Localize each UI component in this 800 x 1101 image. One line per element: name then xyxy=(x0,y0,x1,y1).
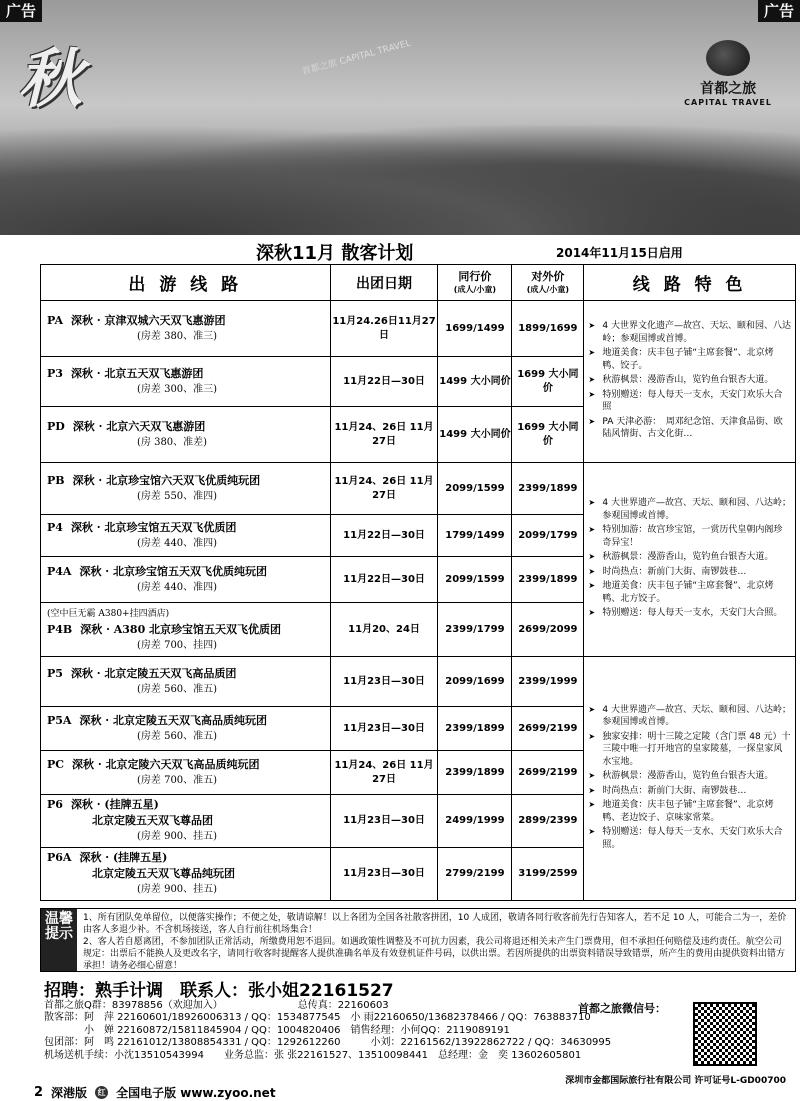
departure-date: 11月22日—30日 xyxy=(330,515,438,557)
retail-price: 2699/2199 xyxy=(512,707,584,751)
departure-date: 11月20、24日 xyxy=(330,603,438,657)
departure-date: 11月23日—30日 xyxy=(330,707,438,751)
notice-item: 1、所有团队免单留位，以便落实操作；不便之处，敬请谅解！以上各团为全国各社散客拼团，10 人成团，敬请各同行收客前先行告知客人，若不足 10 人，可能合二为一，差价由客人多退少补。不含机场接送，客人自行前往机场集合！ xyxy=(83,913,787,935)
peer-price: 1699/1499 xyxy=(438,301,512,357)
peer-price: 1499 大小同价 xyxy=(438,407,512,463)
peer-price: 2799/2199 xyxy=(438,848,512,901)
retail-price: 1699 大小同价 xyxy=(512,357,584,407)
route-code: P3 xyxy=(47,366,63,380)
departure-date: 11月24、26日 11月27日 xyxy=(330,407,438,463)
feature-item: ➤ 特别赠送：每人每天一支水，天安门大合照。 xyxy=(588,607,791,620)
route-code: P4 xyxy=(47,520,63,534)
room-difference: (房差 900、挂五) xyxy=(137,884,218,895)
peer-price: 2399/1899 xyxy=(438,707,512,751)
feature-item: ➤ 4 大世界文化遗产—故宫、天坛、颐和园、八达岭；参观国博或首博。 xyxy=(588,320,791,345)
route-name: 深秋 · 京津双城六天双飞惠游团 xyxy=(71,313,226,327)
route-cell xyxy=(41,357,331,407)
route-name-line2: 北京定陵五天双飞尊品团 xyxy=(92,814,213,827)
departure-date: 11月22日—30日 xyxy=(330,357,438,407)
header-retail-price: 对外价 (成人/小童) xyxy=(512,265,584,301)
feature-item: ➤ 秋游枫景：漫游香山，览钓鱼台银杏大道。 xyxy=(588,770,791,783)
retail-price: 2399/1999 xyxy=(512,657,584,707)
feature-item: ➤ 特别加游：故宫珍宝馆，一赏历代皇朝内阁珍奇异宝！ xyxy=(588,524,791,549)
notice-box xyxy=(40,908,796,972)
route-features xyxy=(584,463,796,657)
retail-price: 3199/2599 xyxy=(512,848,584,901)
feature-item: ➤ 4 大世界遗产—故宫、天坛、颐和园、八达岭；参观国博或首博。 xyxy=(588,704,791,729)
feature-item: ➤ 特别赠送：每人每天一支水，天安门欢乐大合照 xyxy=(588,389,791,414)
retail-price: 2699/2199 xyxy=(512,751,584,795)
header-features: 线 路 特 色 xyxy=(584,265,796,301)
route-code: P6A xyxy=(47,851,72,864)
route-cell xyxy=(41,301,331,357)
contact-row: 包团部：阿 鸣 22161012/13808854331 / QQ：1292612260 小刘：22161562/13922862722 / QQ：34630995 xyxy=(44,1037,612,1049)
start-date: 2014年11月15日启用 xyxy=(556,246,683,260)
peer-price: 2399/1899 xyxy=(438,751,512,795)
room-difference: (房差 900、挂五) xyxy=(137,831,218,842)
table-header-row xyxy=(41,265,796,301)
peer-price: 1799/1499 xyxy=(438,515,512,557)
peer-price: 2099/1599 xyxy=(438,463,512,515)
room-difference: (房差 700、挂四) xyxy=(137,639,218,651)
route-cell xyxy=(41,848,331,901)
ad-label-right: 广告 xyxy=(758,0,800,22)
route-name: 深秋 · (挂牌五星) xyxy=(79,851,168,864)
room-difference: (房差 440、准四) xyxy=(137,537,218,549)
route-name: 深秋 · 北京定陵六天双飞高品质纯玩团 xyxy=(72,757,260,771)
route-cell xyxy=(41,557,331,603)
page-footer xyxy=(34,1084,276,1101)
departure-date: 11月23日—30日 xyxy=(330,848,438,901)
edition-label: 深港版 xyxy=(51,1086,88,1100)
feature-item: ➤ 秋游枫景：漫游香山，览钓鱼台银杏大道。 xyxy=(588,374,791,387)
route-code: P4A xyxy=(47,564,72,578)
route-code: P5A xyxy=(47,713,72,727)
contact-row: 小 婵 22160872/15811845904 / QQ：1004820406 销售经理：小何QQ：2119089191 xyxy=(44,1024,510,1036)
route-features xyxy=(584,301,796,463)
peer-price: 2099/1699 xyxy=(438,657,512,707)
peer-price: 2099/1599 xyxy=(438,557,512,603)
table-row xyxy=(41,463,796,515)
retail-price: 2899/2399 xyxy=(512,795,584,848)
contact-row: 散客部：阿 萍 22160601/18926006313 / QQ：1534877545 小 雨22160650/13682378466 / QQ：763883710 xyxy=(44,1012,591,1024)
retail-price: 2399/1899 xyxy=(512,557,584,603)
departure-date: 11月23日—30日 xyxy=(330,795,438,848)
departure-date: 11月24、26日 11月27日 xyxy=(330,751,438,795)
brand-logo-icon xyxy=(706,40,750,76)
feature-item: ➤ 地道美食：庆丰包子铺“主席套餐”、北京烤鸭、北方饺子。 xyxy=(588,580,791,605)
route-name: 深秋 · 北京珍宝馆五天双飞优质团 xyxy=(70,520,237,534)
brand-name-en: CAPITAL TRAVEL xyxy=(684,98,772,107)
notice-body xyxy=(77,909,795,971)
route-name: 深秋 · 北京珍宝馆六天双飞优质纯玩团 xyxy=(72,473,261,487)
route-code: P6 xyxy=(47,798,63,811)
notice-item: 2、客人若自愿离团，不参加团队正常活动，所缴费用恕不退回。如遇政策性调整及不可抗力因素，我公司将退还相关未产生门票费用，但不承担任何赔偿及违约责任。航空公司规定：出票后不能换人及更改名字，请同行收客时提醒客人提供准确名单及有效登机证件号码，以供出票。若因所提供的出票资料错误导致错票，所产生的费用由提供资料出错方承担！请务必细心留意！ xyxy=(83,937,786,971)
route-cell xyxy=(41,515,331,557)
departure-date: 11月24、26日 11月27日 xyxy=(330,463,438,515)
contact-block xyxy=(44,1000,611,1062)
departure-date: 11月22日—30日 xyxy=(330,557,438,603)
feature-item: ➤ 特别赠送：每人每天一支水、天安门欢乐大合照。 xyxy=(588,826,791,851)
room-difference: (房差 560、准五) xyxy=(137,730,218,742)
edition-badge-icon: 红 xyxy=(95,1086,108,1099)
route-name: 深秋 · A380 北京珍宝馆五天双飞优质团 xyxy=(80,622,282,636)
hiring-line: 招聘：熟手计调 联系人：张小姐22161527 xyxy=(44,981,394,1001)
route-cell xyxy=(41,407,331,463)
route-code: PB xyxy=(47,473,65,487)
company-license: 深圳市金都国际旅行社有限公司 许可证号L-GD00700 xyxy=(565,1076,786,1086)
feature-item: ➤ 地道美食：庆丰包子铺“主席套餐”、北京烤鸭、饺子。 xyxy=(588,347,791,372)
brand-name-cn: 首都之旅 xyxy=(700,81,757,97)
contact-row: 首都之旅Q群：83978856（欢迎加入） 总传真：22160603 xyxy=(44,1000,389,1011)
route-name: 深秋 · 北京定陵五天双飞高品质团 xyxy=(70,666,237,680)
room-difference: (房差 300、准三) xyxy=(137,383,218,395)
route-name-line2: 北京定陵五天双飞尊品纯玩团 xyxy=(92,867,235,880)
qr-code-icon xyxy=(693,1002,757,1066)
room-difference: (房差 550、准四) xyxy=(137,490,218,502)
retail-price: 1699 大小同价 xyxy=(512,407,584,463)
header-banner xyxy=(0,0,800,235)
route-name: 深秋 · 北京六天双飞惠游团 xyxy=(72,419,206,433)
route-cell xyxy=(41,463,331,515)
landscape-illustration xyxy=(0,125,800,235)
route-code: PD xyxy=(47,419,65,433)
route-cell xyxy=(41,751,331,795)
departure-date: 11月23日—30日 xyxy=(330,657,438,707)
route-features xyxy=(584,657,796,901)
feature-item: ➤ PA 天津必游： 周邓纪念馆、天津食品街、欧陆风情街、古文化街… xyxy=(588,416,791,441)
room-difference: (房差 560、准五) xyxy=(137,683,218,695)
feature-item: ➤ 地道美食：庆丰包子铺“主席套餐”、北京烤鸭、老边饺子、京味家常菜。 xyxy=(588,799,791,824)
wechat-label: 首都之旅微信号： xyxy=(578,1002,666,1015)
feature-item: ➤ 独家安排：明十三陵之定陵（含门票 48 元）十三陵中唯一打开地宫的皇家陵墓，一探皇家风水宝地。 xyxy=(588,731,791,769)
feature-item: ➤ 4 大世界遗产—故宫、天坛、颐和园、八达岭；参观国博或首博。 xyxy=(588,497,791,522)
room-difference: (房差 440、准四) xyxy=(137,581,218,593)
route-name: 深秋 · 北京定陵五天双飞高品质纯玩团 xyxy=(79,713,267,727)
banner-watermark: 首都之旅 CAPITAL TRAVEL xyxy=(301,38,412,78)
retail-price: 2099/1799 xyxy=(512,515,584,557)
autumn-calligraphy: 秋 xyxy=(18,42,82,117)
feature-item: ➤ 时尚热点：新前门大街、南锣鼓巷… xyxy=(588,785,791,798)
route-code: PC xyxy=(47,757,65,771)
route-name: 深秋 · (挂牌五星) xyxy=(70,798,159,811)
route-code: P5 xyxy=(47,666,63,680)
page-title: 深秋11月 散客计划 xyxy=(256,243,414,264)
tour-plan-table xyxy=(40,264,796,901)
feature-item: ➤ 时尚热点：新前门大街、南锣鼓巷… xyxy=(588,566,791,579)
route-cell xyxy=(41,707,331,751)
route-code: PA xyxy=(47,313,64,327)
route-note: (空中巨无霸 A380+挂四酒店) xyxy=(47,608,170,619)
route-name: 深秋 · 北京珍宝馆五天双飞优质纯玩团 xyxy=(79,564,267,578)
room-difference: (房 380、准差) xyxy=(137,436,208,448)
page-number: 2 xyxy=(34,1085,44,1100)
peer-price: 2499/1999 xyxy=(438,795,512,848)
route-cell xyxy=(41,795,331,848)
room-difference: (房差 380、准三) xyxy=(137,330,218,342)
room-difference: (房差 700、准五) xyxy=(137,774,218,786)
peer-price: 1499 大小同价 xyxy=(438,357,512,407)
ad-label-left: 广告 xyxy=(0,0,42,22)
brand-logo xyxy=(684,40,772,107)
departure-date: 11月24.26日11月27日 xyxy=(330,301,438,357)
route-name: 深秋 · 北京五天双飞惠游团 xyxy=(70,366,204,380)
table-row xyxy=(41,301,796,357)
retail-price: 1899/1699 xyxy=(512,301,584,357)
notice-label: 温馨提示 xyxy=(41,909,77,971)
header-peer-price: 同行价 (成人/小童) xyxy=(438,265,512,301)
table-row xyxy=(41,657,796,707)
title-row xyxy=(0,236,800,264)
header-date: 出团日期 xyxy=(330,265,438,301)
retail-price: 2699/2099 xyxy=(512,603,584,657)
website-link[interactable]: 全国电子版 www.zyoo.net xyxy=(116,1086,276,1100)
route-cell xyxy=(41,657,331,707)
peer-price: 2399/1799 xyxy=(438,603,512,657)
feature-item: ➤ 秋游枫景：漫游香山，览钓鱼台银杏大道。 xyxy=(588,551,791,564)
header-route: 出 游 线 路 xyxy=(41,265,331,301)
retail-price: 2399/1899 xyxy=(512,463,584,515)
route-code: P4B xyxy=(47,622,73,636)
contact-row: 机场送机手续：小沈13510543994 业务总监：张 张22161527、13510098441 总经理：金 奕 13602605801 xyxy=(44,1049,582,1061)
route-cell xyxy=(41,603,331,657)
